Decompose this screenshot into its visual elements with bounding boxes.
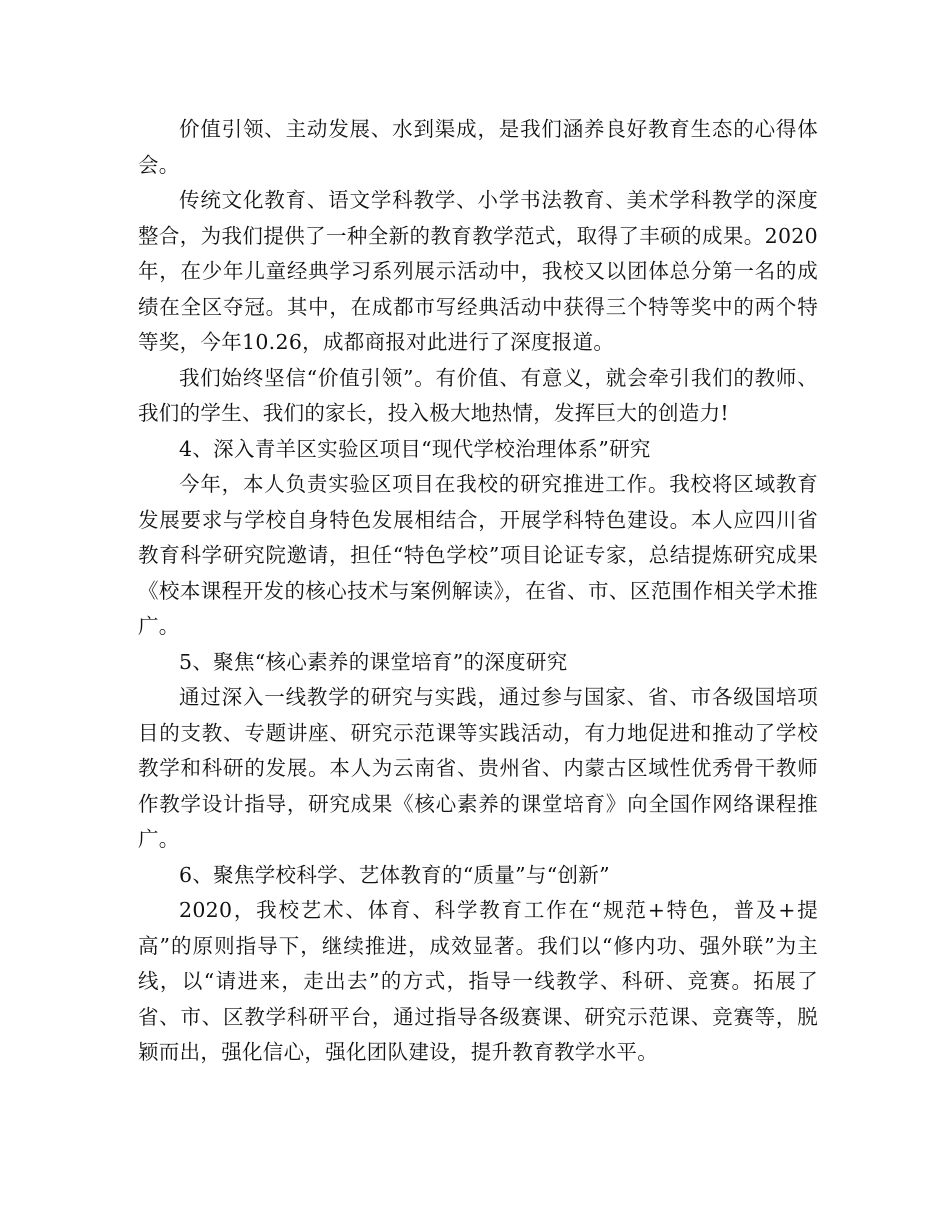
heading-section-5: 5、聚焦“核心素养的课堂培育”的深度研究 <box>179 649 568 674</box>
document-page <box>138 112 818 1071</box>
para-value-leading: 价值引领、主动发展、水到渠成，是我们涵养良好教育生态的心得体会。 <box>138 117 818 177</box>
para-section-5: 通过深入一线教学的研究与实践，通过参与国家、省、市各级国培项目的支教、专题讲座、研究示范课等实践活动，有力地促进和推动了学校教学和科研的发展。本人为云南省、贵州省、内蒙古区域性优秀骨干教师作教学设计指导，研究成果《核心素养的课堂培育》向全国作网络课程推广。 <box>138 685 818 851</box>
para-section-6: 2020，我校艺术、体育、科学教育工作在“规范+特色，普及+提高”的原则指导下，继续推进，成效显著。我们以“修内功、强外联”为主线，以“请进来，走出去”的方式，指导一线教学、科研、竞赛。拓展了省、市、区教学科研平台，通过指导各级赛课、研究示范课、竞赛等，脱颖而出，强化信心，强化团队建设，提升教育教学水平。 <box>138 898 818 1064</box>
para-section-4: 今年，本人负责实验区项目在我校的研究推进工作。我校将区域教育发展要求与学校自身特色发展相结合，开展学科特色建设。本人应四川省教育科学研究院邀请，担任“特色学校”项目论证专家，总结提炼研究成果《校本课程开发的核心技术与案例解读》，在省、市、区范围作相关学术推广。 <box>138 472 818 638</box>
heading-section-6: 6、聚焦学校科学、艺体教育的“质量”与“创新” <box>179 862 610 887</box>
heading-section-4: 4、深入青羊区实验区项目“现代学校治理体系”研究 <box>179 436 651 461</box>
para-deep-integration: 传统文化教育、语文学科教学、小学书法教育、美术学科教学的深度整合，为我们提供了一种全新的教育教学范式，取得了丰硕的成果。2020年，在少年儿童经典学习系列展示活动中，我校又以团体总分第一名的成绩在全区夺冠。其中，在成都市写经典活动中获得三个特等奖中的两个特等奖，今年10.26，成都商报对此进行了深度报道。 <box>138 188 818 354</box>
para-belief: 我们始终坚信“价值引领”。有价值、有意义，就会牵引我们的教师、我们的学生、我们的家长，投入极大地热情，发挥巨大的创造力! <box>138 365 818 425</box>
